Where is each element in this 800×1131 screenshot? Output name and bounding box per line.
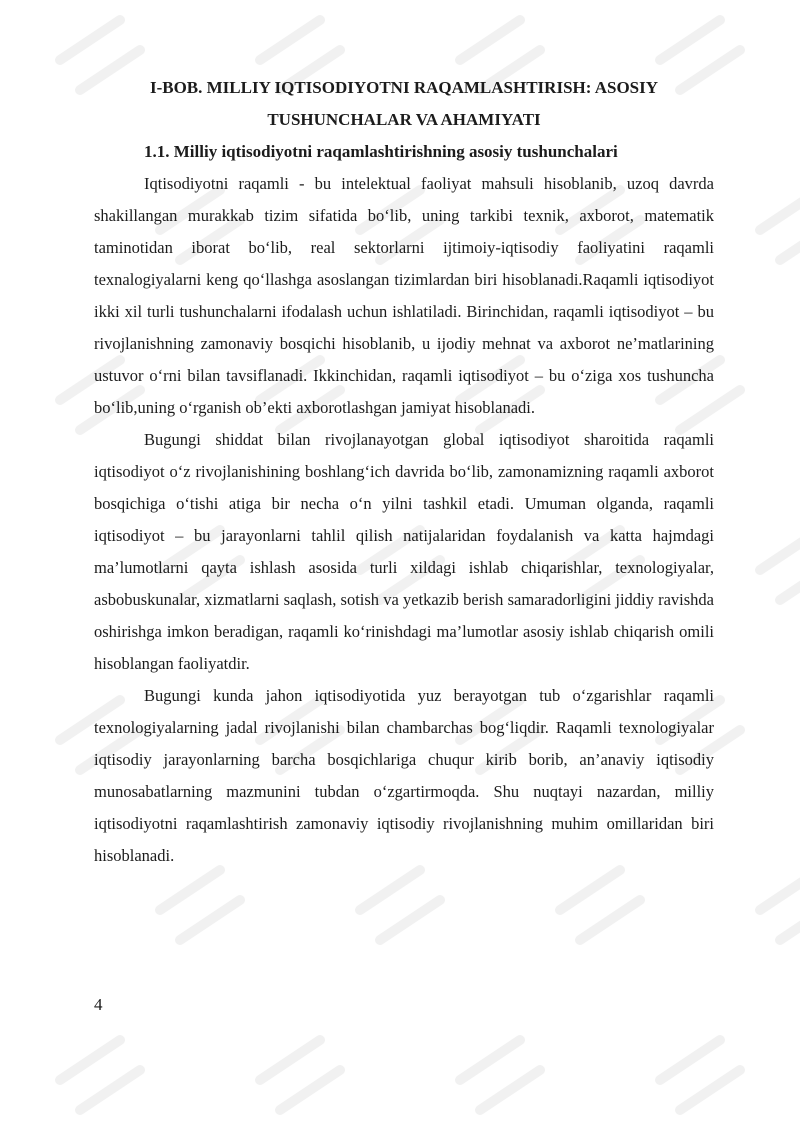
watermark-stroke bbox=[760, 530, 800, 600]
watermark-stroke bbox=[260, 1040, 340, 1110]
page-number: 4 bbox=[94, 995, 103, 1014]
page-content bbox=[94, 72, 714, 872]
watermark-stroke bbox=[760, 870, 800, 940]
watermark-stroke bbox=[360, 870, 440, 940]
chapter-title: I-BOB. MILLIY IQTISODIYOTNI RAQAMLASHTIRISH: ASOSIY TUSHUNCHALAR VA AHAMIYATI bbox=[149, 78, 659, 129]
watermark-stroke bbox=[60, 1040, 140, 1110]
watermark-stroke bbox=[660, 1040, 740, 1110]
paragraph: Bugungi shiddat bilan rivojlanayotgan global iqtisodiyot sharoitida raqamli iqtisodiyot o‘z rivojlanishining boshlang‘ich davrida bo‘lib, zamonamizning raqamli axborot bosqichiga o‘tishi atiga bir necha o‘n yilni tashkil etadi. Umuman olganda, raqamli iqtisodiyot – bu jarayonlarni tahlil qilish natijalaridan foydalanish va katta hajmdagi ma’lumotlarni qayta ishlash asosida turli xildagi ishlab chiqarishlar, texnologiyalar, asbobuskunalar, xizmatlarni saqlash, sotish va yetkazib berish samaradorligini jiddiy ravishda oshirishga imkon beradigan, raqamli ko‘rinishdagi ma’lumotlar asosiy ishlab chiqarish omili hisoblangan faoliyatdir. bbox=[94, 430, 714, 673]
section-title: 1.1. Milliy iqtisodiyotni raqamlashtirishning asosiy tushunchalari bbox=[144, 142, 618, 161]
paragraph: Bugungi kunda jahon iqtisodiyotida yuz berayotgan tub o‘zgarishlar raqamli texnologiyalarning jadal rivojlanishi bilan chambarchas bog‘liqdir. Raqamli texnologiyalar iqtisodiy jarayonlarning barcha bosqichlariga chuqur kirib borib, an’anaviy iqtisodiy munosabatlarning mazmunini tubdan o‘zgartirmoqda. Shu nuqtayi nazardan, milliy iqtisodiyotni raqamlashtirish zamonaviy iqtisodiy rivojlanishning muhim omillaridan biri hisoblanadi. bbox=[94, 686, 714, 865]
paragraph: Iqtisodiyotni raqamli - bu intelektual faoliyat mahsuli hisoblanib, uzoq davrda shakillangan murakkab tizim sifatida bo‘lib, uning tarkibi texnik, axborot, matematik taminotidan iborat bo‘lib, real sektorlarni ijtimoiy-iqtisodiy faoliyatini raqamli texnalogiyalarni keng qo‘llashga asoslangan tizimlardan biri hisoblanadi.Raqamli iqtisodiyot ikki xil turli tushunchalarni ifodalash uchun ishlatiladi. Birinchidan, raqamli iqtisodiyot – bu rivojlanishning zamonaviy bosqichi hisoblanib, u ijodiy mehnat va axborot ne’matlarining ustuvor o‘rni bilan tavsiflanadi. Ikkinchidan, raqamli iqtisodiyot – bu o‘ziga xos tushuncha bo‘lib,uning o‘rganish ob’ekti axborotlashgan jamiyat hisoblanadi. bbox=[94, 174, 714, 417]
watermark-stroke bbox=[160, 870, 240, 940]
watermark-stroke bbox=[760, 190, 800, 260]
watermark-stroke bbox=[560, 870, 640, 940]
watermark-stroke bbox=[460, 1040, 540, 1110]
